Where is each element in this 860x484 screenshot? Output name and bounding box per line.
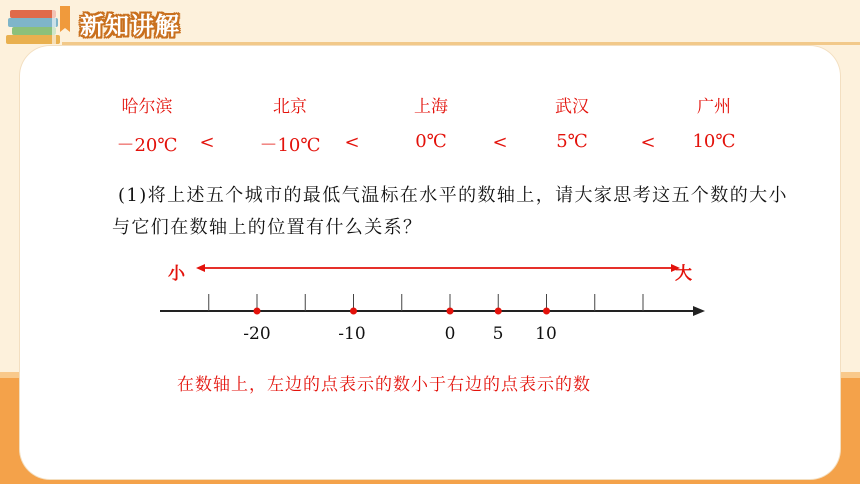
city-name-harbin: 哈尔滨	[121, 97, 173, 117]
arrow-left-head	[196, 264, 205, 272]
temp-beijing: －10℃	[259, 135, 321, 156]
city-name-shanghai: 上海	[414, 97, 448, 117]
axis-ticks	[209, 294, 643, 311]
less-than-symbol: <	[492, 132, 508, 153]
axis-point	[447, 308, 454, 315]
axis-arrow-head	[693, 306, 705, 316]
label-big: 大	[675, 264, 692, 284]
temp-harbin: －20℃	[116, 135, 178, 156]
axis-label: 10	[535, 324, 557, 344]
question-line-2: 与它们在数轴上的位置有什么关系？	[112, 217, 423, 238]
axis-label: -10	[338, 324, 366, 344]
temp-wuhan: 5℃	[556, 131, 588, 152]
axis-label: 5	[492, 324, 504, 344]
less-than-symbol: <	[640, 132, 656, 153]
axis-label: 0	[444, 324, 456, 344]
city-name-guangzhou: 广州	[697, 97, 731, 117]
axis-point	[254, 308, 261, 315]
conclusion-text: 在数轴上，左边的点表示的数小于右边的点表示的数	[177, 375, 591, 395]
city-name-wuhan: 武汉	[555, 97, 589, 117]
temp-guangzhou: 10℃	[692, 131, 736, 152]
less-than-symbol: <	[344, 132, 360, 153]
axis-point	[350, 308, 357, 315]
page-title: 新知讲解	[80, 12, 180, 40]
axis-point	[495, 308, 502, 315]
question-line-1: (1)将上述五个城市的最低气温标在水平的数轴上，请大家思考这五个数的大小	[118, 185, 788, 206]
axis-label: -20	[243, 324, 271, 344]
city-name-beijing: 北京	[273, 97, 307, 117]
axis-point	[543, 308, 550, 315]
temp-shanghai: 0℃	[415, 131, 447, 152]
label-small: 小	[168, 264, 185, 284]
less-than-symbol: <	[199, 132, 215, 153]
